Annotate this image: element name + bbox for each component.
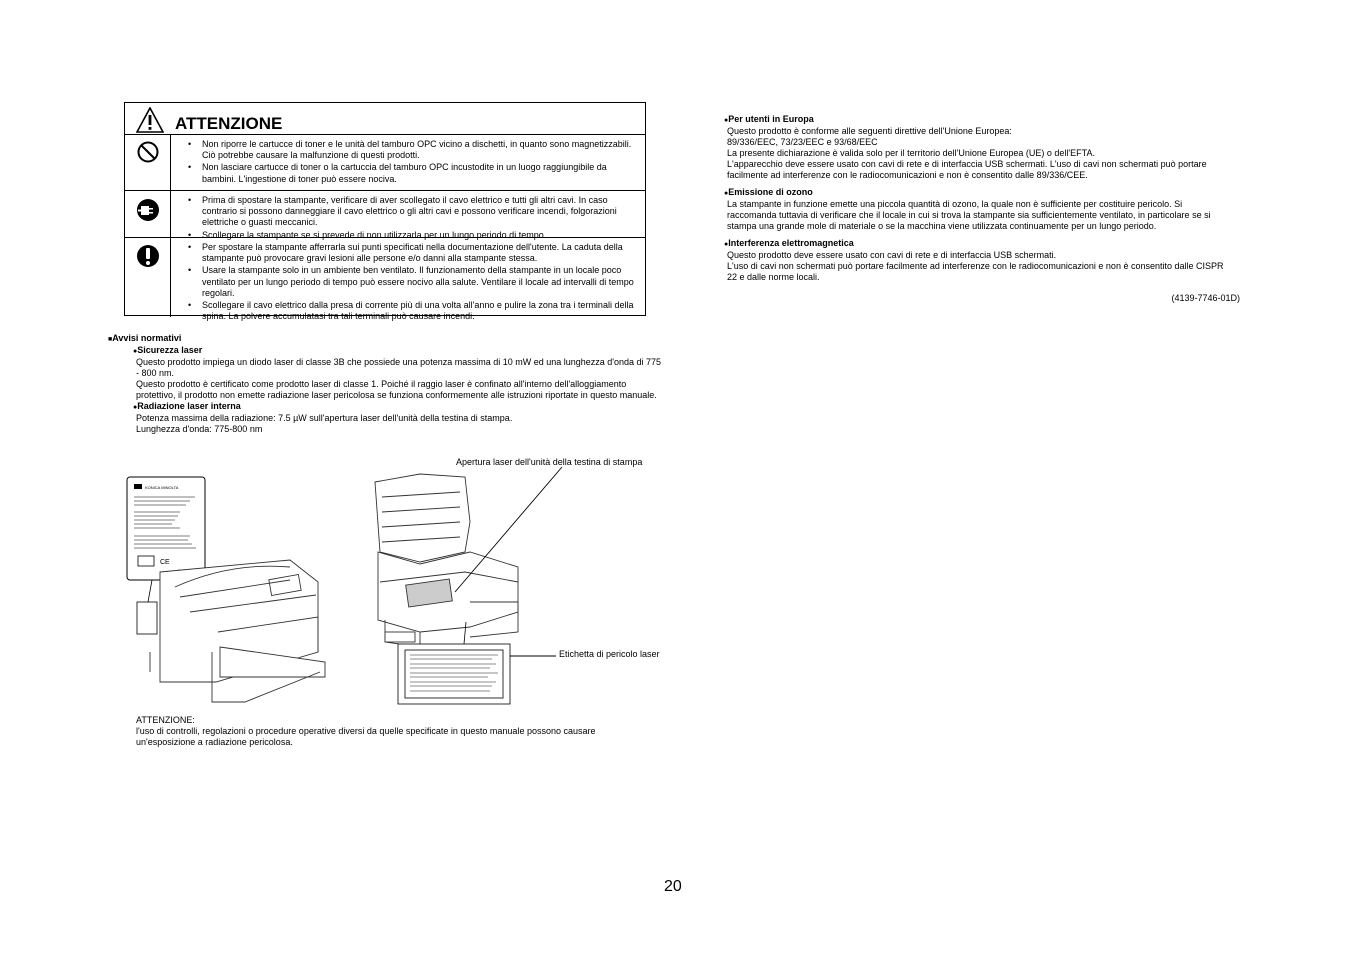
europe-section <box>724 114 1229 181</box>
internal-laser-heading: ● Radiazione laser interna <box>133 401 668 413</box>
warning-title: ATTENZIONE <box>175 114 283 133</box>
warning-label-caption: Etichetta di pericolo laser <box>559 649 660 659</box>
warning-item: • Per spostare la stampante afferrarla sui punti specificati nella documentazione dell'utente. La caduta della stampante può provocare gravi lesioni alle persone e/o danni alla stampante stessa. <box>188 242 637 265</box>
europe-line2: 89/336/EEC, 73/23/EEC e 93/68/EEC <box>727 137 878 147</box>
printer-figure <box>120 452 680 710</box>
caution-note <box>136 715 636 748</box>
laser-warning-label <box>398 644 510 704</box>
warning-list <box>188 139 637 186</box>
warning-item: • Non lasciare cartucce di toner o la cartuccia del tamburo OPC incustodite in un luogo raggiungibile da bambini. L'ingestione di toner può essere nociva. <box>188 162 637 185</box>
europe-heading: ● Per utenti in Europa <box>724 114 1229 126</box>
svg-text:CE: CE <box>160 559 170 566</box>
caution-title: ATTENZIONE: <box>136 715 195 725</box>
europe-line3: La presente dichiarazione è valida solo per il territorio dell'Unione Europea (UE) o dell'EFTA. <box>727 148 1095 158</box>
aperture-label: Apertura laser dell'unità della testina di stampa <box>456 457 643 467</box>
caution-text: l'uso di controlli, regolazioni o procedure operative diversi da quelle specificate in questo manuale possono causare un'esposizione a radiazione pericolosa. <box>136 726 596 747</box>
ozone-text: La stampante in funzione emette una piccola quantità di ozono, la quale non è sufficiente per costituire pericolo. Si raccomanda tuttavia di verificare che il locale in cui si trova la stampante sia sufficientemente ventilato, in particolare se si stampa una grande mole di materiale o se la macchina viene utilizzata continuamente per un lungo periodo. <box>727 199 1211 231</box>
emi-line1: Questo prodotto deve essere usato con cavi di rete e di interfaccia USB schermati. <box>727 250 1057 260</box>
regulatory-heading: ■ Avvisi normativi <box>108 333 668 345</box>
laser-safety-heading: ● Sicurezza laser <box>133 345 668 357</box>
laser-safety-p1: Questo prodotto impiega un diodo laser di classe 3B che possiede una potenza massima di 10 mW ed una lunghezza d'onda di 775 - 800 nm. <box>136 357 662 378</box>
warning-list <box>188 242 637 323</box>
internal-laser-line2: Lunghezza d'onda: 775-800 nm <box>136 424 263 434</box>
warning-list <box>188 195 637 242</box>
prohibited-icon <box>136 140 160 164</box>
ozone-heading: ● Emissione di ozono <box>724 187 1229 199</box>
exclamation-icon <box>136 243 160 269</box>
warning-row-unplug <box>125 190 645 240</box>
printer-closed <box>150 560 325 702</box>
product-label-card <box>127 477 205 580</box>
emi-section <box>724 238 1229 283</box>
warning-item: • Usare la stampante solo in un ambiente ben ventilato. Il funzionamento della stampante in un locale poco ventilato per un lungo periodo di tempo può essere nocivo alla salute. Ventilare il locale ad intervalli di tempo regolari. <box>188 265 637 300</box>
warning-row-prohibited <box>125 135 645 190</box>
europe-line1: Questo prodotto è conforme alle seguenti direttive dell'Unione Europea: <box>727 126 1012 136</box>
ozone-section <box>724 187 1229 232</box>
warning-row-exclamation <box>125 237 645 322</box>
internal-laser-line1: Potenza massima della radiazione: 7.5 µW sull'apertura laser dell'unità della testina di stampa. <box>136 413 513 423</box>
warning-item: • Scollegare la stampante se si prevede di non utilizzarla per un lungo periodo di tempo. <box>188 230 637 242</box>
warning-item: • Prima di spostare la stampante, verificare di aver scollegato il cavo elettrico e tutti gli altri cavi. In caso contrario si possono danneggiare il cavo elettrico o gli altri cavi e possono verificare incendi, folgorazioni elettriche o guasti meccanici. <box>188 195 637 230</box>
unplug-icon <box>136 197 160 223</box>
printer-open <box>375 474 518 647</box>
warning-item: • Scollegare il cavo elettrico dalla presa di corrente più di una volta all'anno e pulire la zona tra i terminali della spina. La polvere accumulatasi tra tali terminali può causare incendi. <box>188 300 637 323</box>
laser-safety-p2: Questo prodotto è certificato come prodotto laser di classe 1. Poiché il raggio laser è confinato all'interno dell'alloggiamento protettivo, il prodotto non emette radiazione laser pericolosa se funziona conformemente alle istruzioni riportate in questo manuale. <box>136 379 657 400</box>
emi-heading: ● Interferenza elettromagnetica <box>724 238 1229 250</box>
doc-code: (4139-7746-01D) <box>1171 293 1240 303</box>
warning-box <box>124 102 646 322</box>
emi-line2: L'uso di cavi non schermati può portare facilmente ad interferenze con le radiocomunicazioni e non è consentito dalle CISPR 22 e dalle norme locali. <box>727 261 1224 282</box>
warning-header <box>125 103 645 135</box>
warning-item: • Non riporre le cartucce di toner e le unità del tamburo OPC vicino a dischetti, in quanto sono magnetizzabili. Ciò potrebbe causare la malfunzione di questi prodotti. <box>188 139 637 162</box>
brand-text: KONICA MINOLTA <box>145 485 179 490</box>
europe-line4: L'apparecchio deve essere usato con cavi di rete e di interfaccia USB schermati. L'uso di cavi non schermati può portare facilmente ad interferenze con le radiocomunicazioni e non è consentito dalle 89/336/CEE. <box>727 159 1207 180</box>
warning-triangle-icon <box>136 107 164 133</box>
regulatory-section <box>108 333 668 435</box>
page-number: 20 <box>664 878 682 895</box>
